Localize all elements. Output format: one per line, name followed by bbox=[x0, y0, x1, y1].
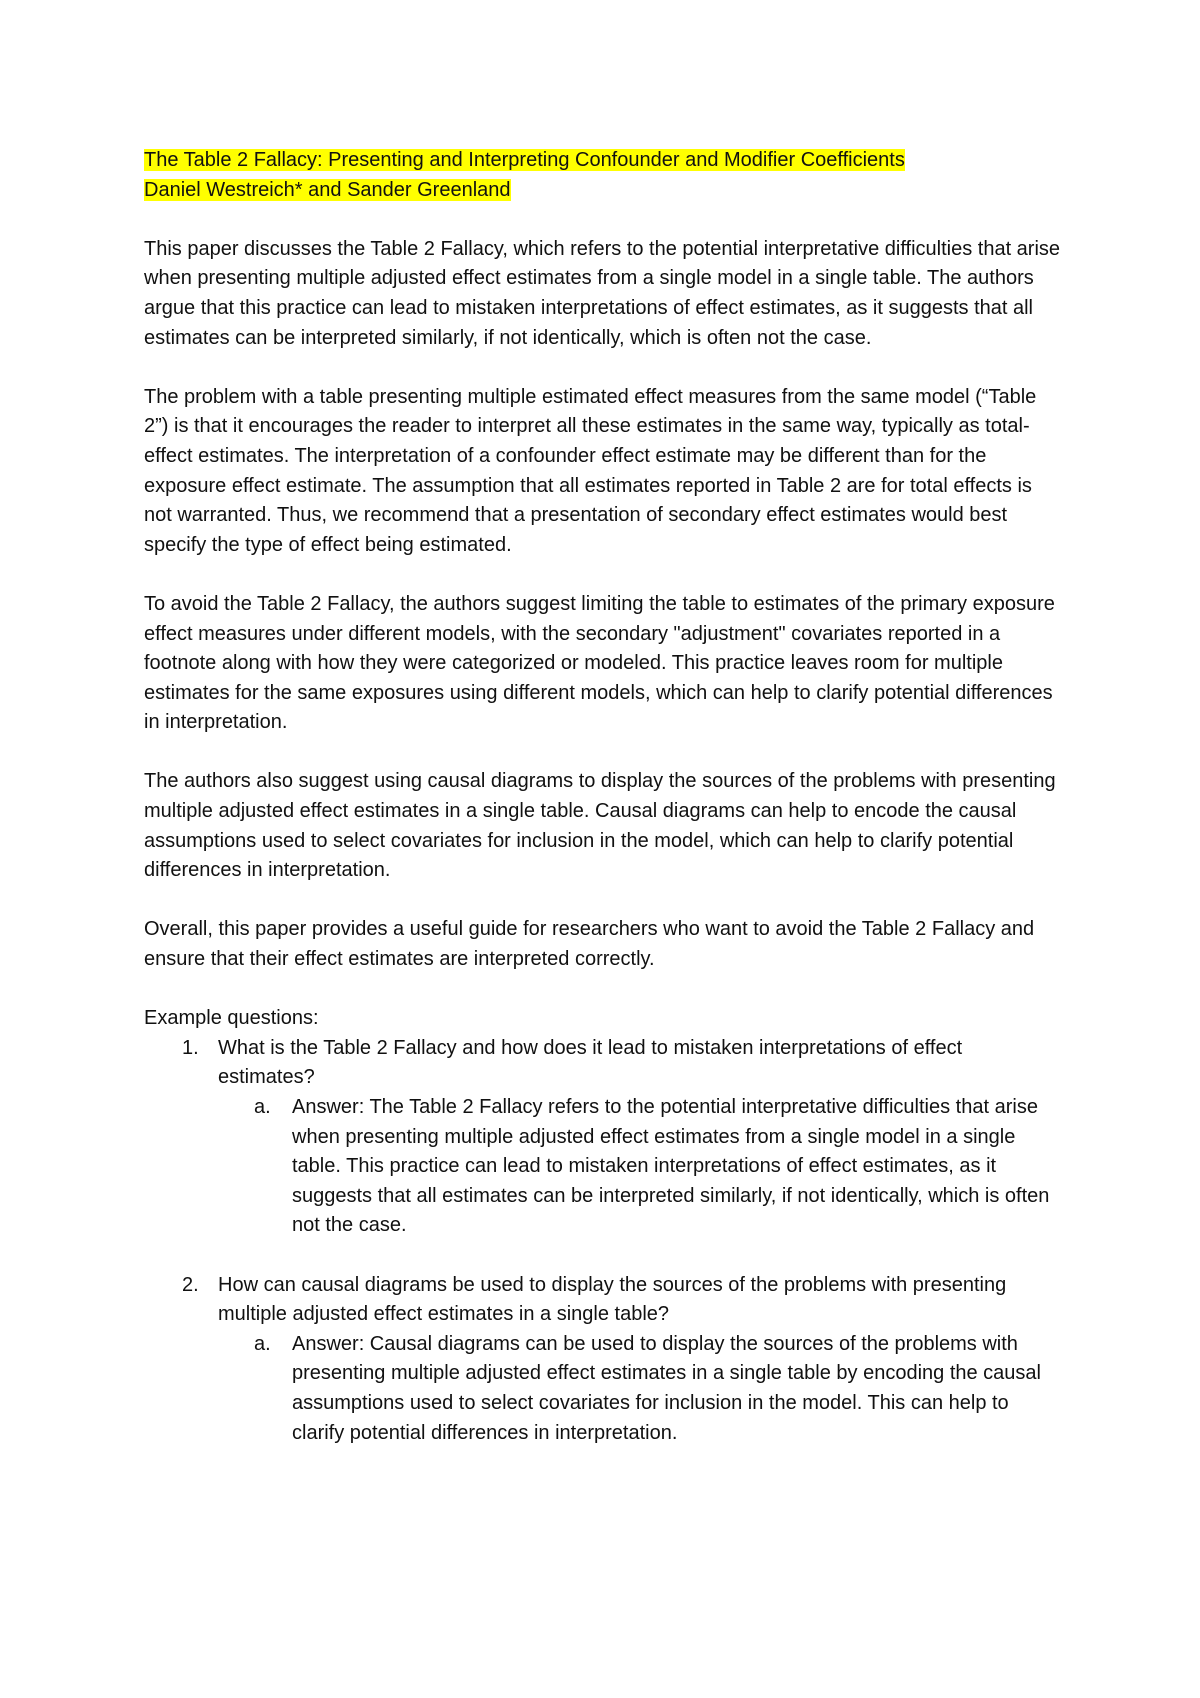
title-line bbox=[144, 146, 1064, 176]
document-page bbox=[144, 146, 1064, 1448]
paragraph-overall: Overall, this paper provides a useful guide for researchers who want to avoid the Table 2 Fallacy and ensure that their effect estimates are interpreted correctly. bbox=[144, 918, 1035, 971]
document-authors: Daniel Westreich* and Sander Greenland bbox=[144, 178, 511, 201]
question-number: 2. bbox=[182, 1273, 199, 1296]
answer-text: Answer: The Table 2 Fallacy refers to the potential interpretative difficulties that arise when presenting multiple adjusted effect estimates from a single model in a single table. This practice can lead to mistaken interpretations of effect estimates, as it suggests that all estimates can be interpreted similarly, if not identically, which is often not the case. bbox=[292, 1096, 1050, 1237]
answer-label: a. bbox=[254, 1096, 271, 1118]
answer-item bbox=[218, 1093, 1064, 1241]
answer-label: a. bbox=[254, 1332, 271, 1355]
paragraph-causal-diagrams: The authors also suggest using causal diagrams to display the sources of the problems with presenting multiple adjusted effect estimates in a single table. Causal diagrams can help to encode the causal assumptions used to select covariates for inclusion in the model, which can help to clarify potential differences in interpretation. bbox=[144, 770, 1056, 882]
questions-list bbox=[144, 1034, 1064, 1448]
question-number: 1. bbox=[182, 1036, 199, 1059]
answer-item bbox=[218, 1330, 1064, 1448]
document-title: The Table 2 Fallacy: Presenting and Interpreting Confounder and Modifier Coefficients bbox=[144, 149, 905, 171]
question-text: What is the Table 2 Fallacy and how does it lead to mistaken interpretations of effect estimates? bbox=[218, 1036, 963, 1089]
title-block bbox=[144, 146, 1064, 205]
paragraph-summary: This paper discusses the Table 2 Fallacy, which refers to the potential interpretative difficulties that arise when presenting multiple adjusted effect estimates from a single model in a single table. The authors argue that this practice can lead to mistaken interpretations of effect estimates, as it suggests that all estimates can be interpreted similarly, if not identically, which is often not the case. bbox=[144, 237, 1061, 349]
paragraph-avoid: To avoid the Table 2 Fallacy, the authors suggest limiting the table to estimates of the primary exposure effect measures under different models, with the secondary "adjustment" covariates reported in a footnote along with how they were categorized or modeled. This practice leaves room for multiple estimates for the same exposures using different models, which can help to clarify potential differences in interpretation. bbox=[144, 592, 1055, 734]
authors-line bbox=[144, 176, 1064, 206]
question-item bbox=[144, 1271, 1064, 1449]
questions-label: Example questions: bbox=[144, 1007, 319, 1030]
question-item bbox=[144, 1034, 1064, 1241]
paragraph-problem: The problem with a table presenting multiple estimated effect measures from the same model (“Table 2”) is that it encourages the reader to interpret all these estimates in the same way, typically as total-effect estimates. The interpretation of a confounder effect estimate may be different than for the exposure effect estimate. The assumption that all estimates reported in Table 2 are for total effects is not warranted. Thus, we recommend that a presentation of secondary effect estimates would best specify the type of effect being estimated. bbox=[144, 385, 1037, 556]
question-text: How can causal diagrams be used to display the sources of the problems with presenting multiple adjusted effect estimates in a single table? bbox=[218, 1273, 1007, 1326]
answer-text: Answer: Causal diagrams can be used to display the sources of the problems with presenting multiple adjusted effect estimates in a single table by encoding the causal assumptions used to select covariates for inclusion in the model. This can help to clarify potential differences in interpretation. bbox=[292, 1332, 1041, 1444]
